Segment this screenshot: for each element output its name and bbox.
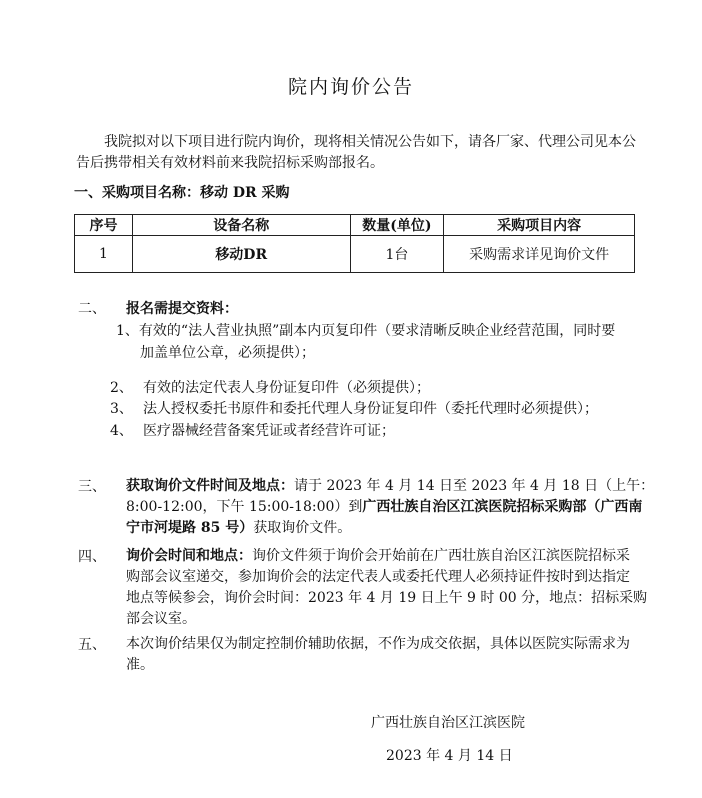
col-header-content: 采购项目内容 <box>444 215 635 236</box>
cell-content: 采购需求详见询价文件 <box>444 236 635 273</box>
section5-number: 五、 <box>78 637 106 653</box>
section2-item1-cont: 加盖单位公章，必须提供）； <box>140 345 315 361</box>
section2-item3-number: 3、 <box>110 401 133 417</box>
section3-label: 获取询价文件时间及地点： <box>126 478 294 494</box>
cell-quantity: 1台 <box>350 236 444 273</box>
section4-number: 四、 <box>78 549 106 565</box>
section4-body: 询价会时间和地点：询价文件须于询价会开始前在广西壮族自治区江滨医院招标采 购部会议室递交，参加询价会的法定代表人或委托代理人必须持证件按时到达指定 地点等候参会，询价会时间：2023 年 4 月 19 日上午 9 时 00 分，地点：招标采购 部会议室。 <box>126 548 648 627</box>
section1-heading: 一、采购项目名称：移动 DR 采购 <box>74 185 290 201</box>
cell-index: 1 <box>75 236 133 273</box>
section3-number: 三、 <box>78 479 106 495</box>
section5-body: 本次询价结果仅为制定控制价辅助依据，不作为成交依据，具体以医院实际需求为 准。 <box>126 636 630 673</box>
signature-org: 广西壮族自治区江滨医院 <box>371 715 525 731</box>
item-number: 1、 <box>116 323 139 339</box>
section4-label: 询价会时间和地点： <box>126 548 252 564</box>
item-text: 有效的“法人营业执照”副本内页复印件（要求清晰反映企业经营范围，同时要 <box>138 323 616 339</box>
col-header-quantity: 数量(单位) <box>350 215 444 236</box>
cell-device: 移动DR <box>132 236 350 273</box>
section2-heading: 报名需提交资料： <box>126 301 238 317</box>
intro-paragraph: 我院拟对以下项目进行院内询价，现将相关情况公告如下，请各厂家、代理公司见本公告后携带相关有效材料前来我院招标采购部报名。 <box>76 134 636 171</box>
procurement-table <box>74 214 635 273</box>
table-row <box>75 236 635 273</box>
section3-body: 获取询价文件时间及地点：请于 2023 年 4 月 14 日至 2023 年 4 月 18 日（上午： 8:00-12:00，下午 15:00-18:00）到广西壮族自治区江滨医院招标采购部（广西南 宁市河堤路 85 号）获取询价文件。 <box>126 478 655 536</box>
col-header-device: 设备名称 <box>132 215 350 236</box>
section2-item1 <box>116 320 615 340</box>
col-header-index: 序号 <box>75 215 133 236</box>
table-header-row <box>75 215 635 236</box>
section2-item2-number: 2、 <box>110 380 133 396</box>
section2-number: 二、 <box>78 301 106 317</box>
section2-item4-number: 4、 <box>110 423 133 439</box>
section2-item3-text: 法人授权委托书原件和委托代理人身份证复印件（委托代理时必须提供）； <box>143 401 598 417</box>
section2-item2-text: 有效的法定代表人身份证复印件（必须提供）； <box>143 380 430 396</box>
section2-item4-text: 医疗器械经营备案凭证或者经营许可证； <box>143 423 395 439</box>
page-title: 院内询价公告 <box>287 76 414 98</box>
signature-date: 2023 年 4 月 14 日 <box>386 748 513 764</box>
